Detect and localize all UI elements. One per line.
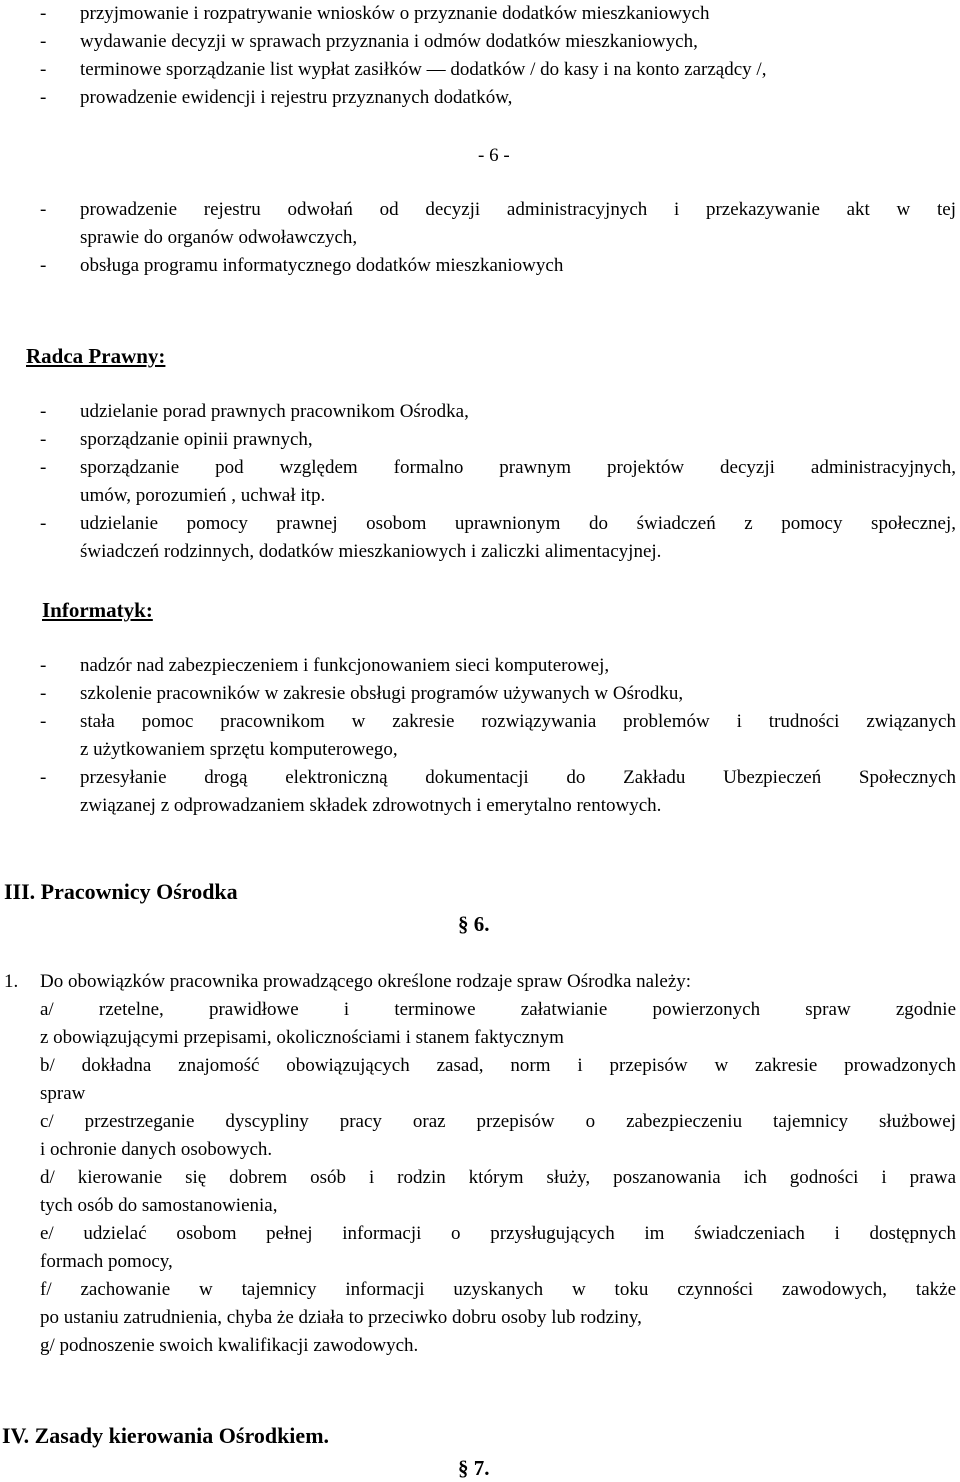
list-item: stała pomoc pracownikom w zakresie rozwiązywania problemów i trudności związanych [80, 711, 956, 732]
informatyk-heading: Informatyk: [42, 598, 153, 622]
duty-item: g/ podnoszenie swoich kwalifikacji zawodowych. [40, 1335, 419, 1356]
list-item: sporządzanie pod względem formalno prawnym projektów decyzji administracyjnych, [80, 457, 956, 478]
item-number: 1. [4, 971, 19, 992]
duty-item-cont: tych osób do samostanowienia, [40, 1195, 278, 1216]
list-item-cont: umów, porozumień , uchwał itp. [80, 485, 326, 506]
duty-item: f/ zachowanie w tajemnicy informacji uzyskanych w toku czynności zawodowych, także [40, 1279, 956, 1300]
list-dash: - [40, 457, 47, 478]
duty-item-cont: spraw [40, 1083, 86, 1104]
list-item: udzielanie porad prawnych pracownikom Ośrodka, [80, 401, 469, 422]
duty-item: a/ rzetelne, prawidłowe i terminowe załatwianie powierzonych spraw zgodnie [40, 999, 956, 1020]
paragraph-7: § 7. [458, 1456, 490, 1480]
duty-item: b/ dokładna znajomość obowiązujących zasad, norm i przepisów w zakresie prowadzonych [40, 1055, 956, 1076]
list-item: przesyłanie drogą elektroniczną dokumentacji do Zakładu Ubezpieczeń Społecznych [80, 767, 956, 788]
duty-item-cont: z obowiązującymi przepisami, okolicznościami i stanem faktycznym [40, 1027, 564, 1048]
duty-item-cont: po ustaniu zatrudnienia, chyba że działa to przeciwko dobru osoby lub rodziny, [40, 1307, 642, 1328]
list-item: prowadzenie ewidencji i rejestru przyznanych dodatków, [80, 87, 513, 108]
list-item: udzielanie pomocy prawnej osobom uprawnionym do świadczeń z pomocy społecznej, [80, 513, 956, 534]
list-dash: - [40, 255, 47, 276]
radca-heading: Radca Prawny: [26, 344, 166, 368]
duty-item-cont: i ochronie danych osobowych. [40, 1139, 273, 1160]
list-dash: - [40, 513, 47, 534]
list-item-cont: związanej z odprowadzaniem składek zdrowotnych i emerytalno rentowych. [80, 795, 662, 816]
page-number: - 6 - [478, 145, 510, 166]
list-item-cont: sprawie do organów odwoławczych, [80, 227, 358, 248]
list-dash: - [40, 429, 47, 450]
list-dash: - [40, 655, 47, 676]
list-dash: - [40, 683, 47, 704]
section-4-title: IV. Zasady kierowania Ośrodkiem. [2, 1423, 330, 1448]
list-item-cont: świadczeń rodzinnych, dodatków mieszkaniowych i zaliczki alimentacyjnej. [80, 541, 662, 562]
list-item-cont: z użytkowaniem sprzętu komputerowego, [80, 739, 398, 760]
list-item: terminowe sporządzanie list wypłat zasiłków — dodatków / do kasy i na konto zarządcy /, [80, 59, 767, 80]
list-item: prowadzenie rejestru odwołań od decyzji administracyjnych i przekazywanie akt w tej [80, 199, 956, 220]
paragraph-6: § 6. [458, 912, 490, 936]
list-dash: - [40, 711, 47, 732]
list-item: przyjmowanie i rozpatrywanie wniosków o przyznanie dodatków mieszkaniowych [80, 3, 710, 24]
duties-intro: Do obowiązków pracownika prowadzącego określone rodzaje spraw Ośrodka należy: [40, 971, 692, 992]
list-item: szkolenie pracowników w zakresie obsługi programów używanych w Ośrodku, [80, 683, 684, 704]
list-dash: - [40, 401, 47, 422]
list-dash: - [40, 199, 47, 220]
list-item: obsługa programu informatycznego dodatków mieszkaniowych [80, 255, 564, 276]
duty-item-cont: formach pomocy, [40, 1251, 173, 1272]
list-dash: - [40, 767, 47, 788]
list-dash: - [40, 59, 47, 80]
duty-item: e/ udzielać osobom pełnej informacji o przysługujących im świadczeniach i dostępnych [40, 1223, 956, 1244]
duty-item: d/ kierowanie się dobrem osób i rodzin którym służy, poszanowania ich godności i prawa [40, 1167, 956, 1188]
list-item: wydawanie decyzji w sprawach przyznania i odmów dodatków mieszkaniowych, [80, 31, 698, 52]
list-dash: - [40, 87, 47, 108]
list-dash: - [40, 31, 47, 52]
list-item: nadzór nad zabezpieczeniem i funkcjonowaniem sieci komputerowej, [80, 655, 610, 676]
duty-item: c/ przestrzeganie dyscypliny pracy oraz przepisów o zabezpieczeniu tajemnicy służbowej [40, 1111, 956, 1132]
list-item: sporządzanie opinii prawnych, [80, 429, 313, 450]
list-dash: - [40, 3, 47, 24]
section-3-title: III. Pracownicy Ośrodka [4, 879, 238, 904]
